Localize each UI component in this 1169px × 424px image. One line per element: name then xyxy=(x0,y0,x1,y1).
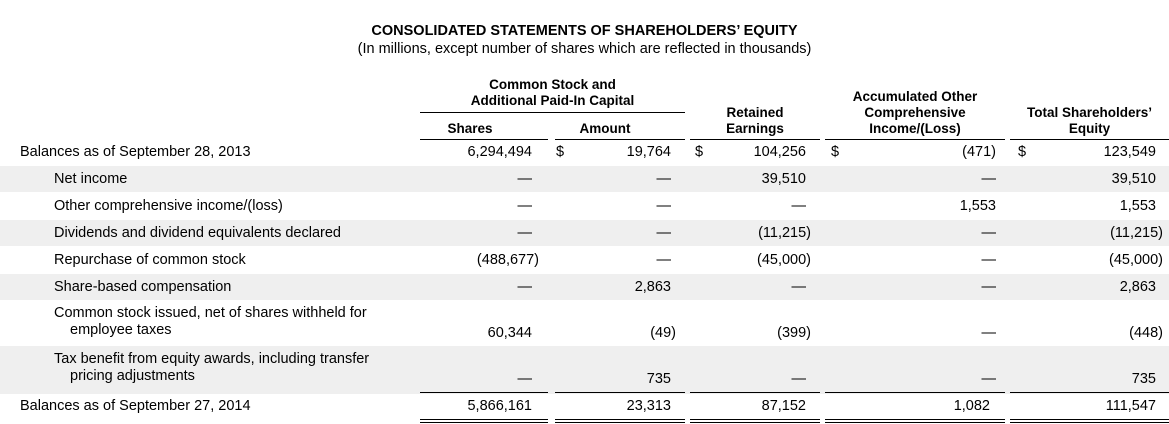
cell-amount: 2,863 xyxy=(634,279,671,295)
dollar-sign: $ xyxy=(695,144,704,160)
statement-title: CONSOLIDATED STATEMENTS OF SHAREHOLDERS’ EQUITY xyxy=(371,23,798,39)
statement-subtitle: (In millions, except number of shares which are reflected in thousands) xyxy=(357,41,812,57)
cell-amount: — xyxy=(656,198,671,214)
row-label-line1: Common stock issued, net of shares withheld for xyxy=(54,305,367,321)
header-retained-earnings xyxy=(690,105,820,137)
header-group-underline xyxy=(420,112,685,113)
cell-retained: 87,152 xyxy=(761,398,806,414)
cell-aoci: (471) xyxy=(962,144,996,160)
cell-retained: (399) xyxy=(777,325,811,341)
row-label: Net income xyxy=(54,171,128,187)
header-common-stock-group xyxy=(420,77,685,109)
cell-total: (11,215) xyxy=(1110,225,1163,241)
cell-amount: 23,313 xyxy=(626,398,671,414)
dollar-sign: $ xyxy=(831,144,840,160)
header-retained-underline xyxy=(690,139,820,140)
cell-retained: 104,256 xyxy=(753,144,806,160)
total-double-underline xyxy=(420,419,548,423)
header-shares: Shares xyxy=(447,121,493,136)
cell-aoci: — xyxy=(981,371,996,387)
dollar-sign: $ xyxy=(556,144,565,160)
header-shares-underline xyxy=(420,139,548,140)
cell-amount: — xyxy=(656,171,671,187)
cell-total: 2,863 xyxy=(1119,279,1156,295)
subtotal-line xyxy=(825,392,1005,393)
header-aoci-line1: Accumulated Other xyxy=(852,89,978,104)
row-label xyxy=(54,351,369,385)
header-aoci-line3: Income/(Loss) xyxy=(869,121,961,136)
row-label-line2: employee taxes xyxy=(70,322,172,338)
cell-aoci: — xyxy=(981,252,996,268)
cell-shares: — xyxy=(517,198,532,214)
header-amount-underline xyxy=(555,139,685,140)
total-double-underline xyxy=(1010,419,1169,423)
header-amount: Amount xyxy=(579,121,631,136)
header-aoci-underline xyxy=(825,139,1005,140)
cell-aoci: 1,082 xyxy=(953,398,990,414)
subtotal-line xyxy=(555,392,685,393)
header-common-line1: Common Stock and xyxy=(489,77,616,92)
cell-total: 111,547 xyxy=(1105,398,1156,414)
header-common-line2: Additional Paid-In Capital xyxy=(470,93,635,108)
cell-shares: — xyxy=(517,171,532,187)
row-label-line2: pricing adjustments xyxy=(70,368,195,384)
header-aoci xyxy=(825,89,1005,137)
total-double-underline xyxy=(825,419,1005,423)
dollar-sign: $ xyxy=(1018,144,1027,160)
cell-total: 123,549 xyxy=(1103,144,1156,160)
cell-shares: (488,677) xyxy=(476,252,539,268)
cell-shares: 5,866,161 xyxy=(467,398,532,414)
row-label: Other comprehensive income/(loss) xyxy=(54,198,283,214)
cell-amount: — xyxy=(656,252,671,268)
cell-retained: (45,000) xyxy=(756,252,811,268)
subtotal-line xyxy=(420,392,548,393)
cell-retained: — xyxy=(791,279,806,295)
row-label: Dividends and dividend equivalents declared xyxy=(54,225,341,241)
cell-shares: 60,344 xyxy=(487,325,532,341)
total-double-underline xyxy=(555,419,685,423)
cell-shares: 6,294,494 xyxy=(467,144,532,160)
cell-amount: 735 xyxy=(646,371,671,387)
row-label: Balances as of September 28, 2013 xyxy=(20,144,251,160)
cell-retained: (11,215) xyxy=(758,225,811,241)
row-label: Share-based compensation xyxy=(54,279,232,295)
cell-amount: 19,764 xyxy=(626,144,671,160)
cell-total: 39,510 xyxy=(1111,171,1156,187)
cell-aoci: — xyxy=(981,325,996,341)
cell-aoci: — xyxy=(981,225,996,241)
cell-aoci: — xyxy=(981,279,996,295)
row-label: Repurchase of common stock xyxy=(54,252,246,268)
header-total-line2: Equity xyxy=(1068,121,1111,136)
cell-aoci: — xyxy=(981,171,996,187)
cell-shares: — xyxy=(517,279,532,295)
cell-retained: — xyxy=(791,371,806,387)
cell-amount: — xyxy=(656,225,671,241)
row-label xyxy=(54,305,367,339)
subtotal-line xyxy=(690,392,820,393)
cell-total: 1,553 xyxy=(1119,198,1156,214)
header-aoci-line2: Comprehensive xyxy=(864,105,966,120)
row-label-line1: Tax benefit from equity awards, including transfer xyxy=(54,351,370,367)
cell-aoci: 1,553 xyxy=(959,198,996,214)
cell-total: (45,000) xyxy=(1108,252,1163,268)
total-double-underline xyxy=(690,419,820,423)
cell-retained: 39,510 xyxy=(761,171,806,187)
header-total-equity xyxy=(1010,105,1169,137)
cell-total: 735 xyxy=(1131,371,1156,387)
header-total-underline xyxy=(1010,139,1169,140)
header-retained-line2: Earnings xyxy=(726,121,784,136)
header-total-line1: Total Shareholders’ xyxy=(1026,105,1153,120)
row-label: Balances as of September 27, 2014 xyxy=(20,398,251,414)
subtotal-line xyxy=(1010,392,1169,393)
cell-total: (448) xyxy=(1129,325,1163,341)
header-retained-line1: Retained xyxy=(726,105,784,120)
cell-retained: — xyxy=(791,198,806,214)
cell-shares: — xyxy=(517,371,532,387)
cell-shares: — xyxy=(517,225,532,241)
cell-amount: (49) xyxy=(650,325,676,341)
